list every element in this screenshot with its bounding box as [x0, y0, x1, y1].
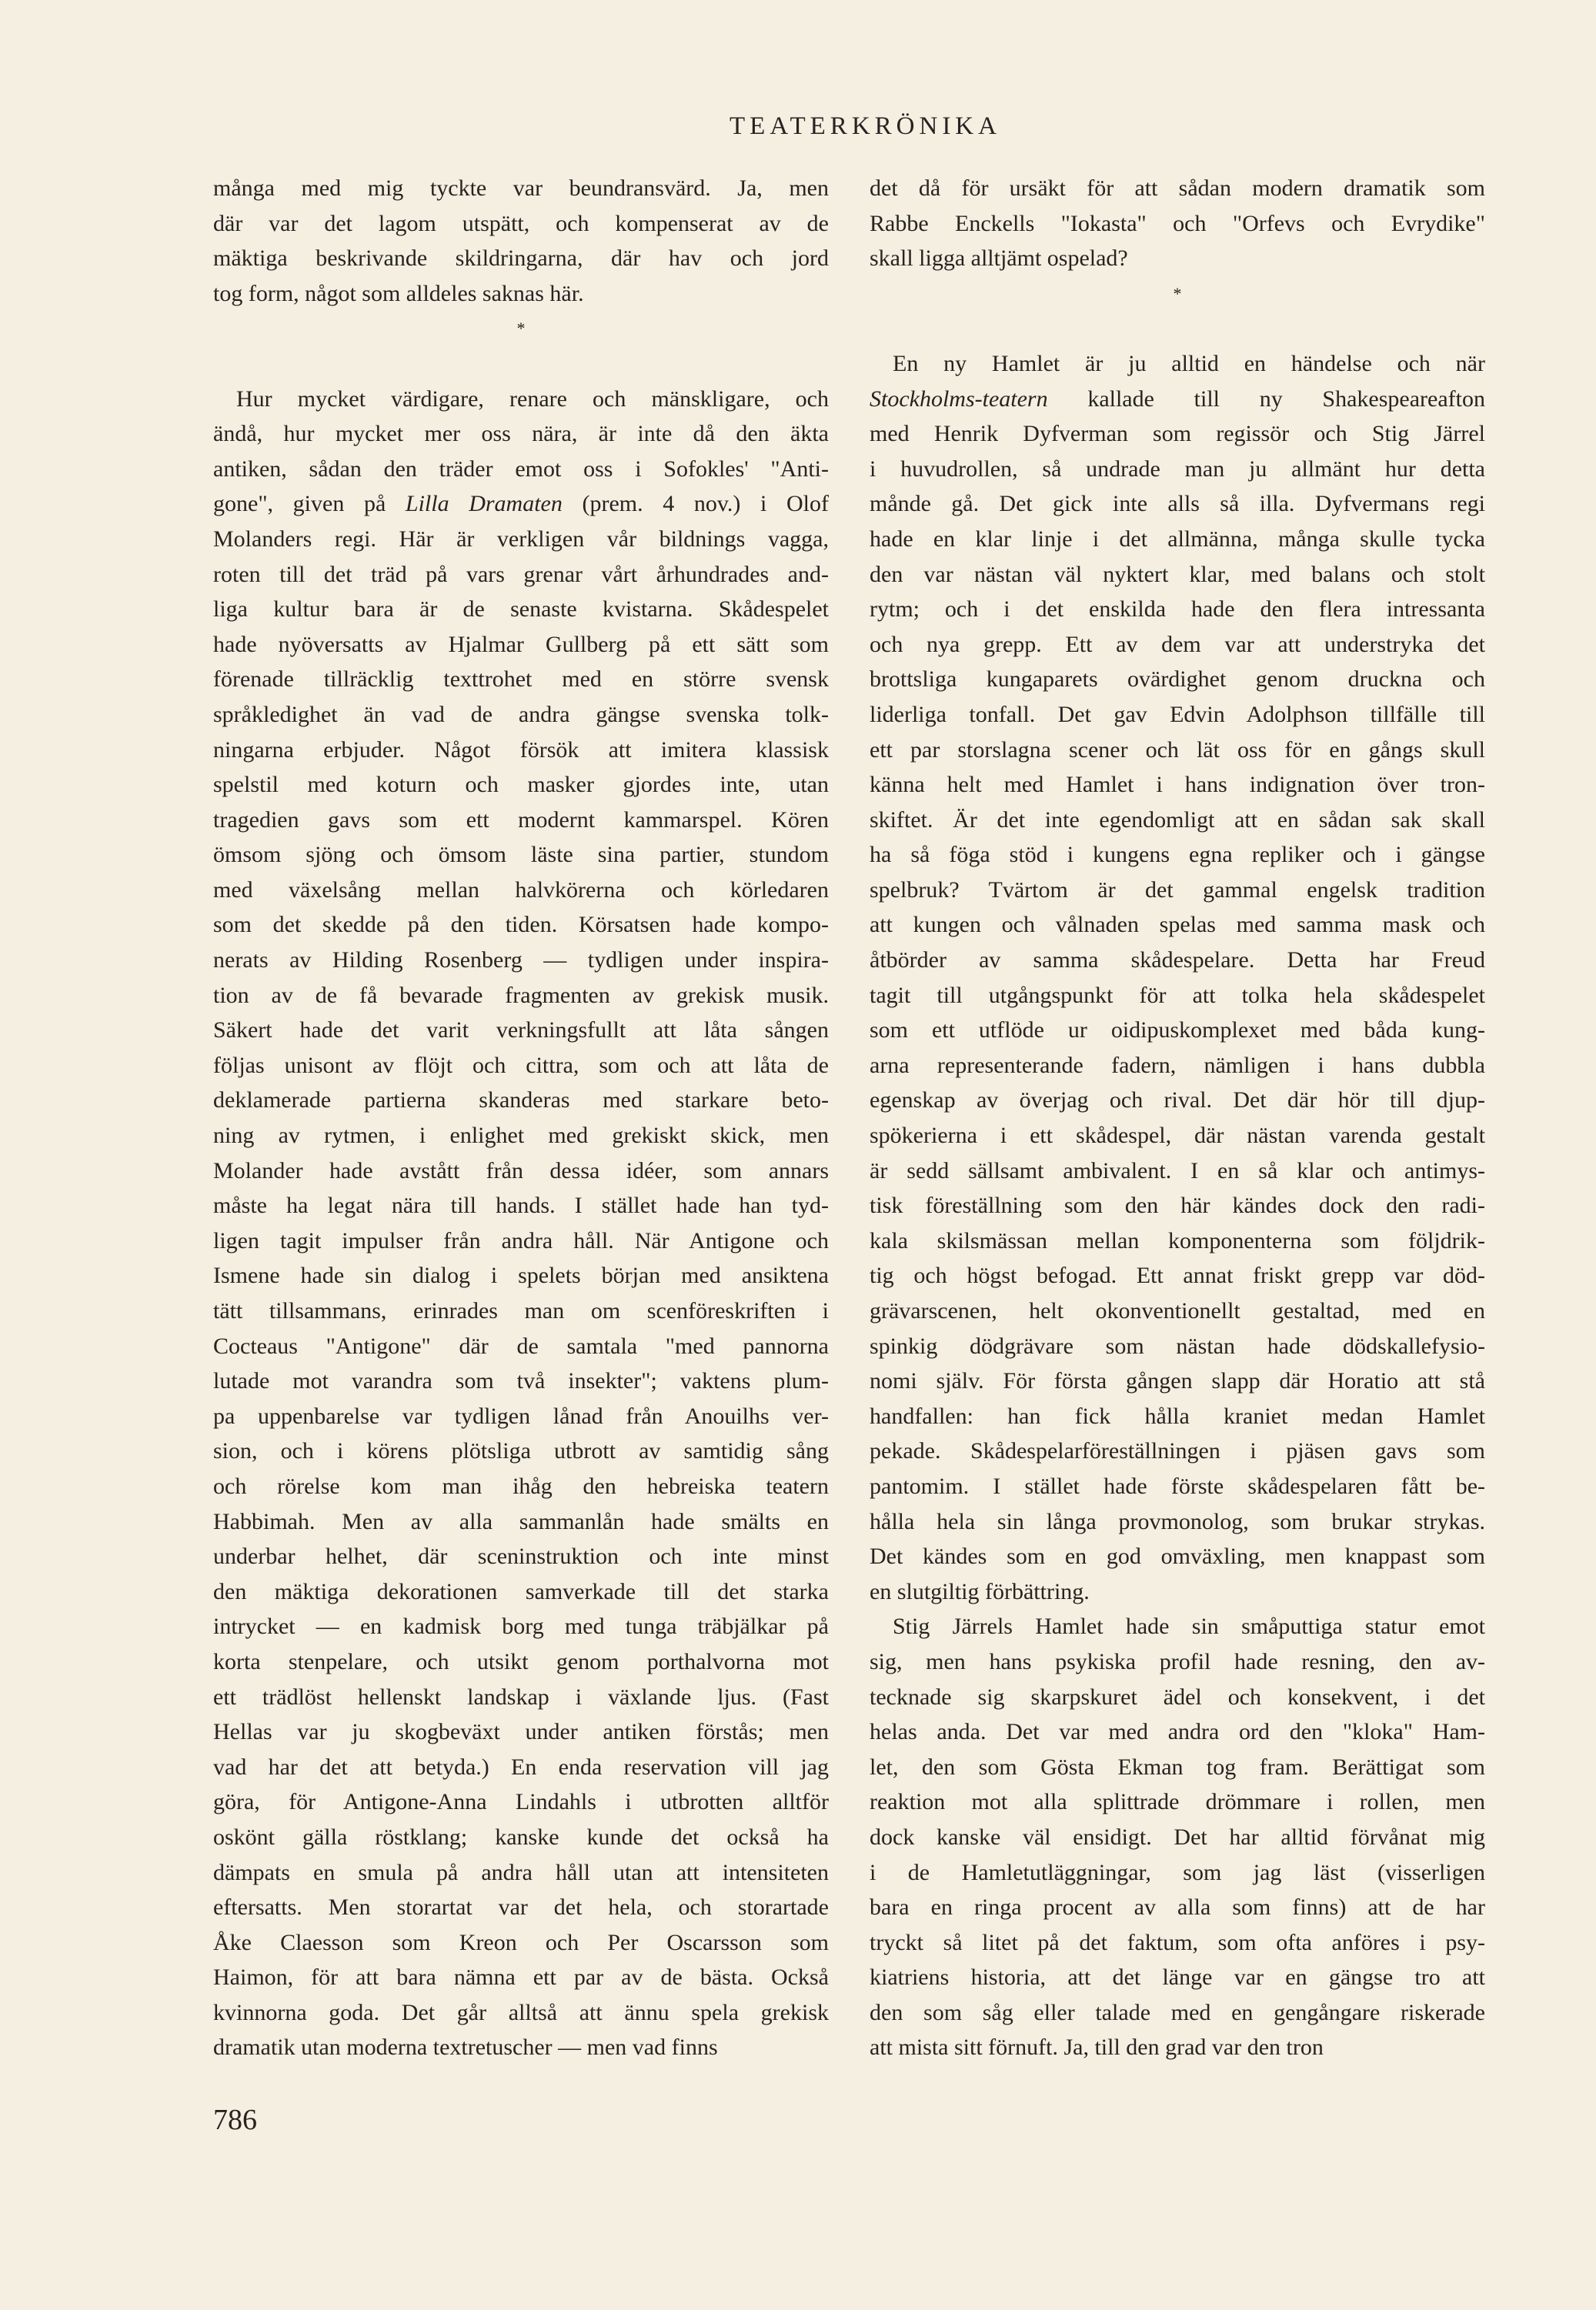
text-line: Det kändes som en god omväxling, men knappast som: [870, 1544, 1485, 1570]
text-line: helas anda. Det var med andra ord den "kloka" Ham-: [870, 1719, 1485, 1745]
text-line: Hur mycket värdigare, renare och mänskligare, och: [236, 386, 829, 412]
text-line: Rabbe Enckells "Iokasta" och "Orfevs och Evrydike": [870, 210, 1485, 236]
text-line: ligen tagit impulser från andra håll. När Antigone och: [213, 1227, 829, 1253]
spacer: [213, 346, 829, 382]
text-line: deklamerade partierna skanderas med starkare beto-: [213, 1087, 829, 1113]
text-line: dramatik utan moderna textretuscher — men vad finns: [213, 2035, 718, 2061]
text-line: Molanders regi. Här är verkligen vår bildnings vagga,: [213, 526, 829, 552]
text-line: åtbörder av samma skådespelare. Detta har Freud: [870, 947, 1485, 973]
text-line: grävarscenen, helt okonventionellt gestaltad, med en: [870, 1298, 1485, 1324]
text-line: Molander hade avstått från dessa idéer, som annars: [213, 1157, 829, 1183]
text-line: ändå, hur mycket mer oss nära, är inte då den äkta: [213, 421, 829, 447]
text-line: ett par storslagna scener och lät oss för en gångs skull: [870, 736, 1485, 763]
text-line: kvinnorna goda. Det går alltså att ännu spela grekisk: [213, 1999, 829, 2025]
text-line: tryckt så litet på det faktum, som ofta anföres i psy-: [870, 1929, 1485, 1955]
text-line: kala skilsmässan mellan komponenterna som följdrik-: [870, 1227, 1485, 1253]
text-line: pekade. Skådespelarföreställningen i pjäsen gavs som: [870, 1438, 1485, 1464]
text-line: rytm; och i det enskilda hade den flera intressanta: [870, 596, 1485, 623]
text-line: ömsom sjöng och ömsom läste sina partier, stundom: [213, 842, 829, 868]
text-line: där var det lagom utspätt, och kompenserat av de: [213, 210, 829, 236]
text-line: gone", given på Lilla Dramaten (prem. 4 nov.) i Olof: [213, 491, 829, 517]
text-line: hade nyöversatts av Hjalmar Gullberg på ett sätt som: [213, 631, 829, 657]
text-line: att mista sitt förnuft. Ja, till den grad var den tron: [870, 2035, 1324, 2061]
text-line: Ismene hade sin dialog i spelets början med ansiktena: [213, 1263, 829, 1289]
italic-title: Stockholms-teatern: [870, 386, 1048, 412]
text-line: dock kanske väl ensidigt. Det har alltid förvånat mig: [870, 1824, 1485, 1850]
text-line: bara en ringa procent av alla som finns) att de har: [870, 1894, 1485, 1921]
text-line: nomi själv. För första gången slapp där Horatio att stå: [870, 1368, 1485, 1394]
text-line: lutade mot varandra som två insekter"; vaktens plum-: [213, 1368, 829, 1394]
text-line: vad har det att betyda.) En enda reservation vill jag: [213, 1754, 829, 1780]
text-line: dämpats en smula på andra håll utan att intensiteten: [213, 1859, 829, 1885]
text-line: En ny Hamlet är ju alltid en händelse och när: [893, 350, 1485, 376]
text-line: följas unisont av flöjt och cittra, som och att låta de: [213, 1052, 829, 1078]
text-line: Stockholms-teatern kallade till ny Shakespeareafton: [870, 386, 1485, 412]
text-line: Åke Claesson som Kreon och Per Oscarsson som: [213, 1929, 829, 1955]
text-line: känna helt med Hamlet i hans indignation över tron-: [870, 772, 1485, 798]
text-line: den mäktiga dekorationen samverkade till det starka: [213, 1578, 829, 1604]
text-line: arna representerande fadern, nämligen i hans dubbla: [870, 1052, 1485, 1078]
section-separator: *: [516, 319, 526, 339]
running-head: TEATERKRÖNIKA: [730, 112, 1001, 140]
text-line: många med mig tyckte var beundransvärd. Ja, men: [213, 175, 829, 201]
text-line: spökerierna i ett skådespel, där nästan varenda gestalt: [870, 1123, 1485, 1149]
text-line: underbar helhet, där sceninstruktion och inte minst: [213, 1544, 829, 1570]
text-line: sig, men hans psykiska profil hade resning, den av-: [870, 1648, 1485, 1674]
text-line: den som såg eller talade med en gengångare riskerade: [870, 1999, 1485, 2025]
text-line: spinkig dödgrävare som nästan hade dödskallefysio-: [870, 1333, 1485, 1359]
text-line: brottsliga kungaparets ovärdighet genom druckna och: [870, 666, 1485, 693]
text-line: ha så föga stöd i kungens egna repliker och i gängse: [870, 842, 1485, 868]
page-number: 786: [213, 2104, 257, 2136]
text-line: och nya grepp. Ett av dem var att understryka det: [870, 631, 1485, 657]
text-line: sion, och i körens plötsliga utbrott av samtidig sång: [213, 1438, 829, 1464]
text-line: att kungen och vålnaden spelas med samma mask och: [870, 912, 1485, 938]
text-line: i de Hamletutläggningar, som jag läst (visserligen: [870, 1859, 1485, 1885]
text-line: Stig Järrels Hamlet hade sin småputtiga statur emot: [893, 1614, 1485, 1640]
text-line: tätt tillsammans, erinrades man om scenföreskriften i: [213, 1298, 829, 1324]
text-line: hade en klar linje i det allmänna, många skulle tycka: [870, 526, 1485, 552]
text-line: liga kultur bara är de senaste kvistarna. Skådespelet: [213, 596, 829, 623]
text-line: ning av rytmen, i enlighet med grekiskt skick, men: [213, 1123, 829, 1149]
text-line: let, den som Gösta Ekman tog fram. Berättigat som: [870, 1754, 1485, 1780]
text-line: pa uppenbarelse var tydligen lånad från Anouilhs ver-: [213, 1403, 829, 1429]
text-line: Haimon, för att bara nämna ett par av de bästa. Också: [213, 1965, 829, 1991]
text-line: tig och högst befogad. Ett annat friskt grepp var död-: [870, 1263, 1485, 1289]
text-line: som ett utflöde ur oidipuskomplexet med båda kung-: [870, 1017, 1485, 1043]
text-line: hålla hela sin långa provmonolog, som brukar strykas.: [870, 1508, 1485, 1534]
section-separator: *: [1173, 283, 1182, 303]
text-line: och rörelse kom man ihåg den hebreiska teatern: [213, 1473, 829, 1499]
text-line: i huvudrollen, så undrade man ju allmänt hur detta: [870, 456, 1485, 482]
text-line: spelstil med koturn och masker gjordes inte, utan: [213, 772, 829, 798]
text-line: tisk föreställning som den här kändes dock den radi-: [870, 1193, 1485, 1219]
text-line: Hellas var ju skogbeväxt under antiken förstås; men: [213, 1719, 829, 1745]
text-line: språkledighet än vad de andra gängse svenska tolk-: [213, 701, 829, 727]
text-line: kiatriens historia, att det länge var en gängse tro att: [870, 1965, 1485, 1991]
text-line: förenade tillräcklig texttrohet med en större svensk: [213, 666, 829, 693]
text-line: måste ha legat nära till hands. I stället hade han tyd-: [213, 1193, 829, 1219]
text-line: den var nästan väl nyktert klar, med balans och stolt: [870, 561, 1485, 587]
text-line: intrycket — en kadmisk borg med tunga träbjälkar på: [213, 1614, 829, 1640]
text-line: liderliga tonfall. Det gav Edvin Adolphson tillfälle till: [870, 701, 1485, 727]
text-line: mäktiga beskrivande skildringarna, där hav och jord: [213, 245, 829, 272]
text-line: Habbimah. Men av alla sammanlån hade smälts en: [213, 1508, 829, 1534]
text-line: med växelsång mellan halvkörerna och körledaren: [213, 876, 829, 903]
text-line: tagit till utgångspunkt för att tolka hela skådespelet: [870, 982, 1485, 1008]
text-line: korta stenpelare, och utsikt genom porthalvorna mot: [213, 1648, 829, 1674]
text-line: som det skedde på den tiden. Körsatsen hade kompo-: [213, 912, 829, 938]
text-line: oskönt gälla röstklang; kanske kunde det också ha: [213, 1824, 829, 1850]
text-line: Säkert hade det varit verkningsfullt att låta sången: [213, 1017, 829, 1043]
spacer: [870, 311, 1485, 346]
text-line: reaktion mot alla splittrade drömmare i rollen, men: [870, 1789, 1485, 1815]
text-line: skiftet. Är det inte egendomligt att en sådan sak skall: [870, 806, 1485, 833]
text-line: en slutgiltig förbättring.: [870, 1578, 1090, 1604]
text-line: tog form, något som alldeles saknas här.: [213, 280, 584, 306]
italic-title: Lilla Dramaten: [405, 491, 563, 517]
left-column: [213, 171, 829, 2065]
text-line: egenskap av överjag och rival. Det där hör till djup-: [870, 1087, 1485, 1113]
text-line: göra, för Antigone-Anna Lindahls i utbrotten alltför: [213, 1789, 829, 1815]
text-line: tion av de få bevarade fragmenten av grekisk musik.: [213, 982, 829, 1008]
text-line: nerats av Hilding Rosenberg — tydligen under inspira-: [213, 947, 829, 973]
text-line: ningarna erbjuder. Något försök att imitera klassisk: [213, 736, 829, 763]
text-line: månde gå. Det gick inte alls så illa. Dyfvermans regi: [870, 491, 1485, 517]
text-line: eftersatts. Men storartat var det hela, och storartade: [213, 1894, 829, 1921]
text-line: ett trädlöst hellenskt landskap i växlande ljus. (Fast: [213, 1684, 829, 1710]
text-line: tecknade sig skarpskuret ädel och konsekvent, i det: [870, 1684, 1485, 1710]
text-line: är sedd sällsamt ambivalent. I en så klar och antimys-: [870, 1157, 1485, 1183]
text-line: handfallen: han fick hålla kraniet medan Hamlet: [870, 1403, 1485, 1429]
text-line: det då för ursäkt för att sådan modern dramatik som: [870, 175, 1485, 201]
text-line: Cocteaus "Antigone" där de samtala "med pannorna: [213, 1333, 829, 1359]
text-line: med Henrik Dyfverman som regissör och Stig Järrel: [870, 421, 1485, 447]
text-line: spelbruk? Tvärtom är det gammal engelsk tradition: [870, 876, 1485, 903]
text-line: antiken, sådan den träder emot oss i Sofokles' "Anti-: [213, 456, 829, 482]
text-line: roten till det träd på vars grenar vårt århundrades and-: [213, 561, 829, 587]
text-line: skall ligga alltjämt ospelad?: [870, 245, 1128, 272]
text-line: tragedien gavs som ett modernt kammarspel. Kören: [213, 806, 829, 833]
right-column: [870, 171, 1485, 2065]
text-line: pantomim. I stället hade förste skådespelaren fått be-: [870, 1473, 1485, 1499]
